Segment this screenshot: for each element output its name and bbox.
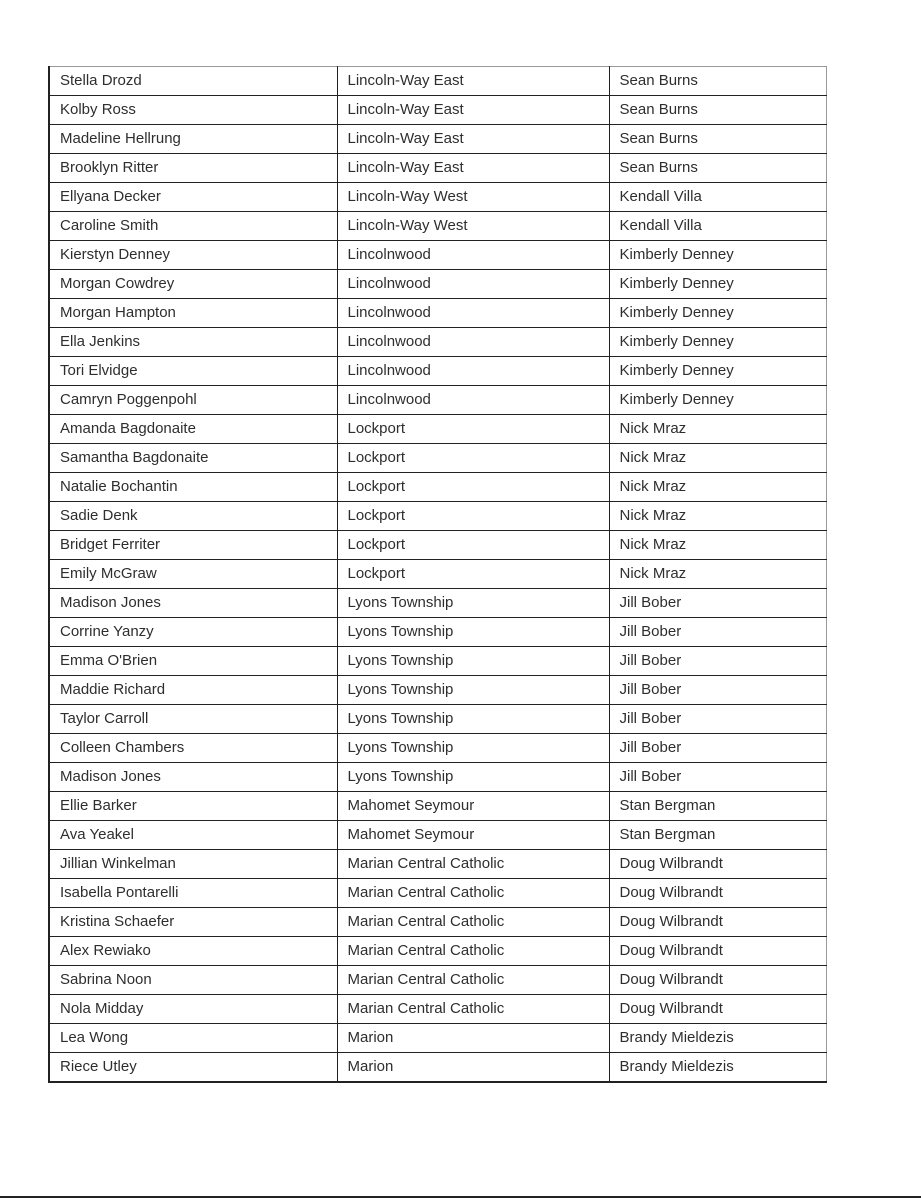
athlete-name-cell: Madison Jones	[49, 763, 337, 792]
coach-cell: Kendall Villa	[609, 212, 826, 241]
coach-cell: Sean Burns	[609, 96, 826, 125]
coach-cell: Nick Mraz	[609, 415, 826, 444]
table-row	[49, 937, 826, 966]
school-cell: Lyons Township	[337, 676, 609, 705]
table-row	[49, 995, 826, 1024]
athlete-name-cell: Colleen Chambers	[49, 734, 337, 763]
athlete-name-cell: Samantha Bagdonaite	[49, 444, 337, 473]
school-cell: Marian Central Catholic	[337, 908, 609, 937]
coach-cell: Doug Wilbrandt	[609, 966, 826, 995]
coach-cell: Kimberly Denney	[609, 270, 826, 299]
table-row	[49, 125, 826, 154]
school-cell: Lyons Township	[337, 618, 609, 647]
table-row	[49, 212, 826, 241]
school-cell: Lincoln-Way East	[337, 96, 609, 125]
athlete-name-cell: Sabrina Noon	[49, 966, 337, 995]
coach-cell: Stan Bergman	[609, 792, 826, 821]
table-row	[49, 850, 826, 879]
coach-cell: Kimberly Denney	[609, 386, 826, 415]
school-cell: Marion	[337, 1053, 609, 1083]
coach-cell: Stan Bergman	[609, 821, 826, 850]
table-row	[49, 676, 826, 705]
athlete-name-cell: Sadie Denk	[49, 502, 337, 531]
athlete-name-cell: Emma O'Brien	[49, 647, 337, 676]
school-cell: Marion	[337, 1024, 609, 1053]
school-cell: Lockport	[337, 415, 609, 444]
page-bottom-rule	[0, 1196, 921, 1198]
athlete-name-cell: Amanda Bagdonaite	[49, 415, 337, 444]
coach-cell: Sean Burns	[609, 67, 826, 96]
athlete-name-cell: Kolby Ross	[49, 96, 337, 125]
coach-cell: Brandy Mieldezis	[609, 1024, 826, 1053]
athlete-name-cell: Taylor Carroll	[49, 705, 337, 734]
athlete-name-cell: Isabella Pontarelli	[49, 879, 337, 908]
roster-table-body	[49, 67, 826, 1083]
school-cell: Lincolnwood	[337, 357, 609, 386]
school-cell: Lincoln-Way West	[337, 212, 609, 241]
coach-cell: Jill Bober	[609, 705, 826, 734]
coach-cell: Doug Wilbrandt	[609, 937, 826, 966]
table-row	[49, 705, 826, 734]
coach-cell: Doug Wilbrandt	[609, 879, 826, 908]
school-cell: Mahomet Seymour	[337, 821, 609, 850]
school-cell: Marian Central Catholic	[337, 995, 609, 1024]
table-row	[49, 966, 826, 995]
coach-cell: Nick Mraz	[609, 502, 826, 531]
school-cell: Lincolnwood	[337, 386, 609, 415]
coach-cell: Jill Bober	[609, 676, 826, 705]
table-row	[49, 908, 826, 937]
athlete-name-cell: Ava Yeakel	[49, 821, 337, 850]
athlete-name-cell: Natalie Bochantin	[49, 473, 337, 502]
roster-table	[48, 66, 827, 1083]
table-row	[49, 444, 826, 473]
school-cell: Marian Central Catholic	[337, 879, 609, 908]
school-cell: Lincolnwood	[337, 328, 609, 357]
coach-cell: Kimberly Denney	[609, 357, 826, 386]
table-row	[49, 67, 826, 96]
school-cell: Lincoln-Way East	[337, 154, 609, 183]
table-row	[49, 241, 826, 270]
coach-cell: Kimberly Denney	[609, 241, 826, 270]
athlete-name-cell: Madison Jones	[49, 589, 337, 618]
coach-cell: Jill Bober	[609, 763, 826, 792]
athlete-name-cell: Morgan Cowdrey	[49, 270, 337, 299]
coach-cell: Jill Bober	[609, 647, 826, 676]
athlete-name-cell: Brooklyn Ritter	[49, 154, 337, 183]
school-cell: Mahomet Seymour	[337, 792, 609, 821]
school-cell: Lyons Township	[337, 647, 609, 676]
coach-cell: Doug Wilbrandt	[609, 908, 826, 937]
school-cell: Lincolnwood	[337, 299, 609, 328]
table-row	[49, 647, 826, 676]
school-cell: Lockport	[337, 560, 609, 589]
athlete-name-cell: Ella Jenkins	[49, 328, 337, 357]
school-cell: Marian Central Catholic	[337, 850, 609, 879]
coach-cell: Jill Bober	[609, 734, 826, 763]
coach-cell: Sean Burns	[609, 154, 826, 183]
athlete-name-cell: Lea Wong	[49, 1024, 337, 1053]
table-row	[49, 618, 826, 647]
athlete-name-cell: Nola Midday	[49, 995, 337, 1024]
table-row	[49, 415, 826, 444]
athlete-name-cell: Alex Rewiako	[49, 937, 337, 966]
school-cell: Lockport	[337, 502, 609, 531]
athlete-name-cell: Jillian Winkelman	[49, 850, 337, 879]
athlete-name-cell: Kristina Schaefer	[49, 908, 337, 937]
athlete-name-cell: Ellie Barker	[49, 792, 337, 821]
table-row	[49, 473, 826, 502]
athlete-name-cell: Morgan Hampton	[49, 299, 337, 328]
school-cell: Lyons Township	[337, 734, 609, 763]
school-cell: Lincolnwood	[337, 241, 609, 270]
coach-cell: Kimberly Denney	[609, 299, 826, 328]
athlete-name-cell: Corrine Yanzy	[49, 618, 337, 647]
table-row	[49, 531, 826, 560]
coach-cell: Jill Bober	[609, 589, 826, 618]
athlete-name-cell: Bridget Ferriter	[49, 531, 337, 560]
coach-cell: Jill Bober	[609, 618, 826, 647]
table-row	[49, 763, 826, 792]
school-cell: Lockport	[337, 531, 609, 560]
coach-cell: Nick Mraz	[609, 473, 826, 502]
table-row	[49, 357, 826, 386]
athlete-name-cell: Madeline Hellrung	[49, 125, 337, 154]
table-row	[49, 821, 826, 850]
athlete-name-cell: Caroline Smith	[49, 212, 337, 241]
coach-cell: Doug Wilbrandt	[609, 995, 826, 1024]
coach-cell: Kimberly Denney	[609, 328, 826, 357]
school-cell: Marian Central Catholic	[337, 966, 609, 995]
school-cell: Lockport	[337, 444, 609, 473]
athlete-name-cell: Maddie Richard	[49, 676, 337, 705]
school-cell: Lincoln-Way East	[337, 67, 609, 96]
school-cell: Lyons Township	[337, 705, 609, 734]
school-cell: Lockport	[337, 473, 609, 502]
athlete-name-cell: Riece Utley	[49, 1053, 337, 1083]
athlete-name-cell: Stella Drozd	[49, 67, 337, 96]
table-row	[49, 328, 826, 357]
athlete-name-cell: Camryn Poggenpohl	[49, 386, 337, 415]
table-row	[49, 299, 826, 328]
table-row	[49, 270, 826, 299]
coach-cell: Doug Wilbrandt	[609, 850, 826, 879]
school-cell: Lincoln-Way East	[337, 125, 609, 154]
table-row	[49, 502, 826, 531]
school-cell: Lincolnwood	[337, 270, 609, 299]
school-cell: Marian Central Catholic	[337, 937, 609, 966]
table-row	[49, 386, 826, 415]
athlete-name-cell: Tori Elvidge	[49, 357, 337, 386]
coach-cell: Sean Burns	[609, 125, 826, 154]
school-cell: Lyons Township	[337, 763, 609, 792]
table-row	[49, 96, 826, 125]
table-row	[49, 183, 826, 212]
coach-cell: Nick Mraz	[609, 444, 826, 473]
athlete-name-cell: Emily McGraw	[49, 560, 337, 589]
table-row	[49, 1024, 826, 1053]
table-row	[49, 792, 826, 821]
school-cell: Lyons Township	[337, 589, 609, 618]
table-row	[49, 734, 826, 763]
coach-cell: Brandy Mieldezis	[609, 1053, 826, 1083]
coach-cell: Nick Mraz	[609, 560, 826, 589]
table-row	[49, 560, 826, 589]
table-row	[49, 1053, 826, 1083]
athlete-name-cell: Kierstyn Denney	[49, 241, 337, 270]
coach-cell: Kendall Villa	[609, 183, 826, 212]
athlete-name-cell: Ellyana Decker	[49, 183, 337, 212]
table-row	[49, 154, 826, 183]
table-row	[49, 589, 826, 618]
coach-cell: Nick Mraz	[609, 531, 826, 560]
table-row	[49, 879, 826, 908]
school-cell: Lincoln-Way West	[337, 183, 609, 212]
